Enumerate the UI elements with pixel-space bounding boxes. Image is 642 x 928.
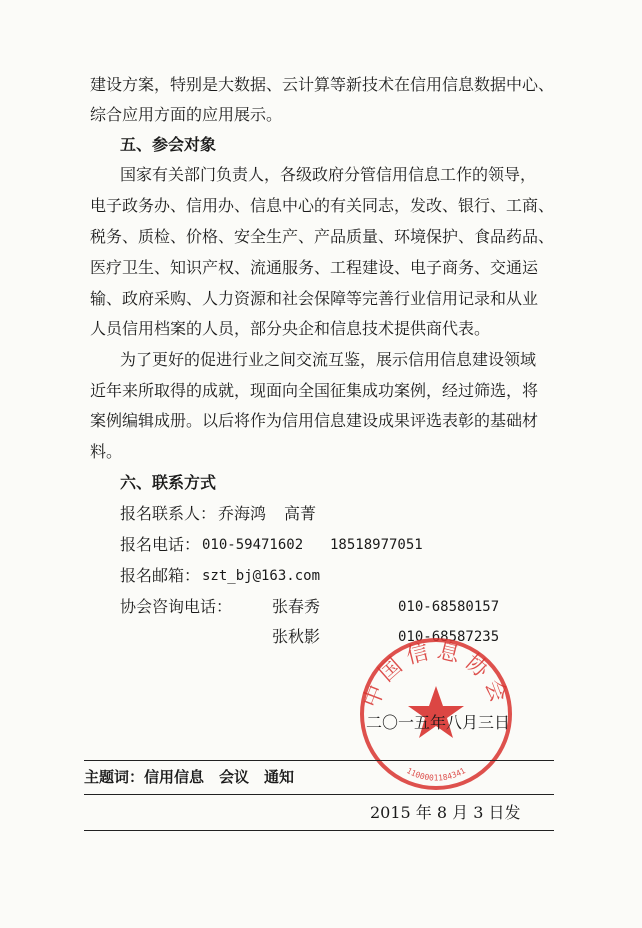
paragraph-line: 国家有关部门负责人，各级政府分管信用信息工作的领导， [120,165,537,184]
reg-contact-label: 报名联系人： [120,504,217,523]
divider [84,760,554,761]
reg-phone-label: 报名电话： [120,535,201,554]
issue-date: 2015 年 8 月 3 日发 [370,803,521,822]
paragraph-line: 税务、质检、价格、安全生产、产品质量、环境保护、食品药品、 [90,227,555,246]
divider [84,794,554,795]
reg-phone: 010-59471602 [202,537,304,553]
paragraph-line: 为了更好的促进行业之间交流互鉴，展示信用信息建设领域 [120,350,537,369]
seal-text: 中国信息协会 [359,638,513,712]
reg-contact-name: 高菁 [284,504,317,523]
signing-date: 二〇一五年八月三日 [366,713,511,732]
section-heading-contacts: 六、联系方式 [120,473,217,492]
subject-keywords: 主题词：信用信息 会议 通知 [84,768,295,786]
svg-text:1100001184341 [405,766,467,783]
consult-phone-label: 协会咨询电话： [120,597,233,616]
reg-email: szt_bj@163.com [202,568,321,584]
paragraph-line: 输、政府采购、人力资源和社会保障等完善行业信用记录和从业 [90,289,539,308]
consult-name: 张春秀 [272,597,321,616]
reg-phone: 18518977051 [330,537,423,553]
reg-contact-name: 乔海鸿 [218,504,267,523]
paragraph-line: 综合应用方面的应用展示。 [90,105,283,124]
paragraph-line: 料。 [90,442,123,461]
divider [84,830,554,831]
consult-name: 张秋影 [272,627,321,646]
paragraph-line: 建设方案，特别是大数据、云计算等新技术在信用信息数据中心、 [90,75,555,94]
section-heading-attendees: 五、参会对象 [120,135,217,154]
reg-email-label: 报名邮箱： [120,566,201,585]
paragraph-line: 近年来所取得的成就，现面向全国征集成功案例，经过筛选，将 [90,381,539,400]
consult-phone: 010-68587235 [398,629,500,645]
paragraph-line: 电子政务办、信用办、信息中心的有关同志，发改、银行、工商、 [90,196,555,215]
consult-phone: 010-68580157 [398,599,500,615]
paragraph-line: 案例编辑成册。以后将作为信用信息建设成果评选表彰的基础材 [90,411,539,430]
paragraph-line: 人员信用档案的人员，部分央企和信息技术提供商代表。 [90,319,491,338]
paragraph-line: 医疗卫生、知识产权、流通服务、工程建设、电子商务、交通运 [90,258,539,277]
seal-serial: 1100001184341 [405,766,467,783]
